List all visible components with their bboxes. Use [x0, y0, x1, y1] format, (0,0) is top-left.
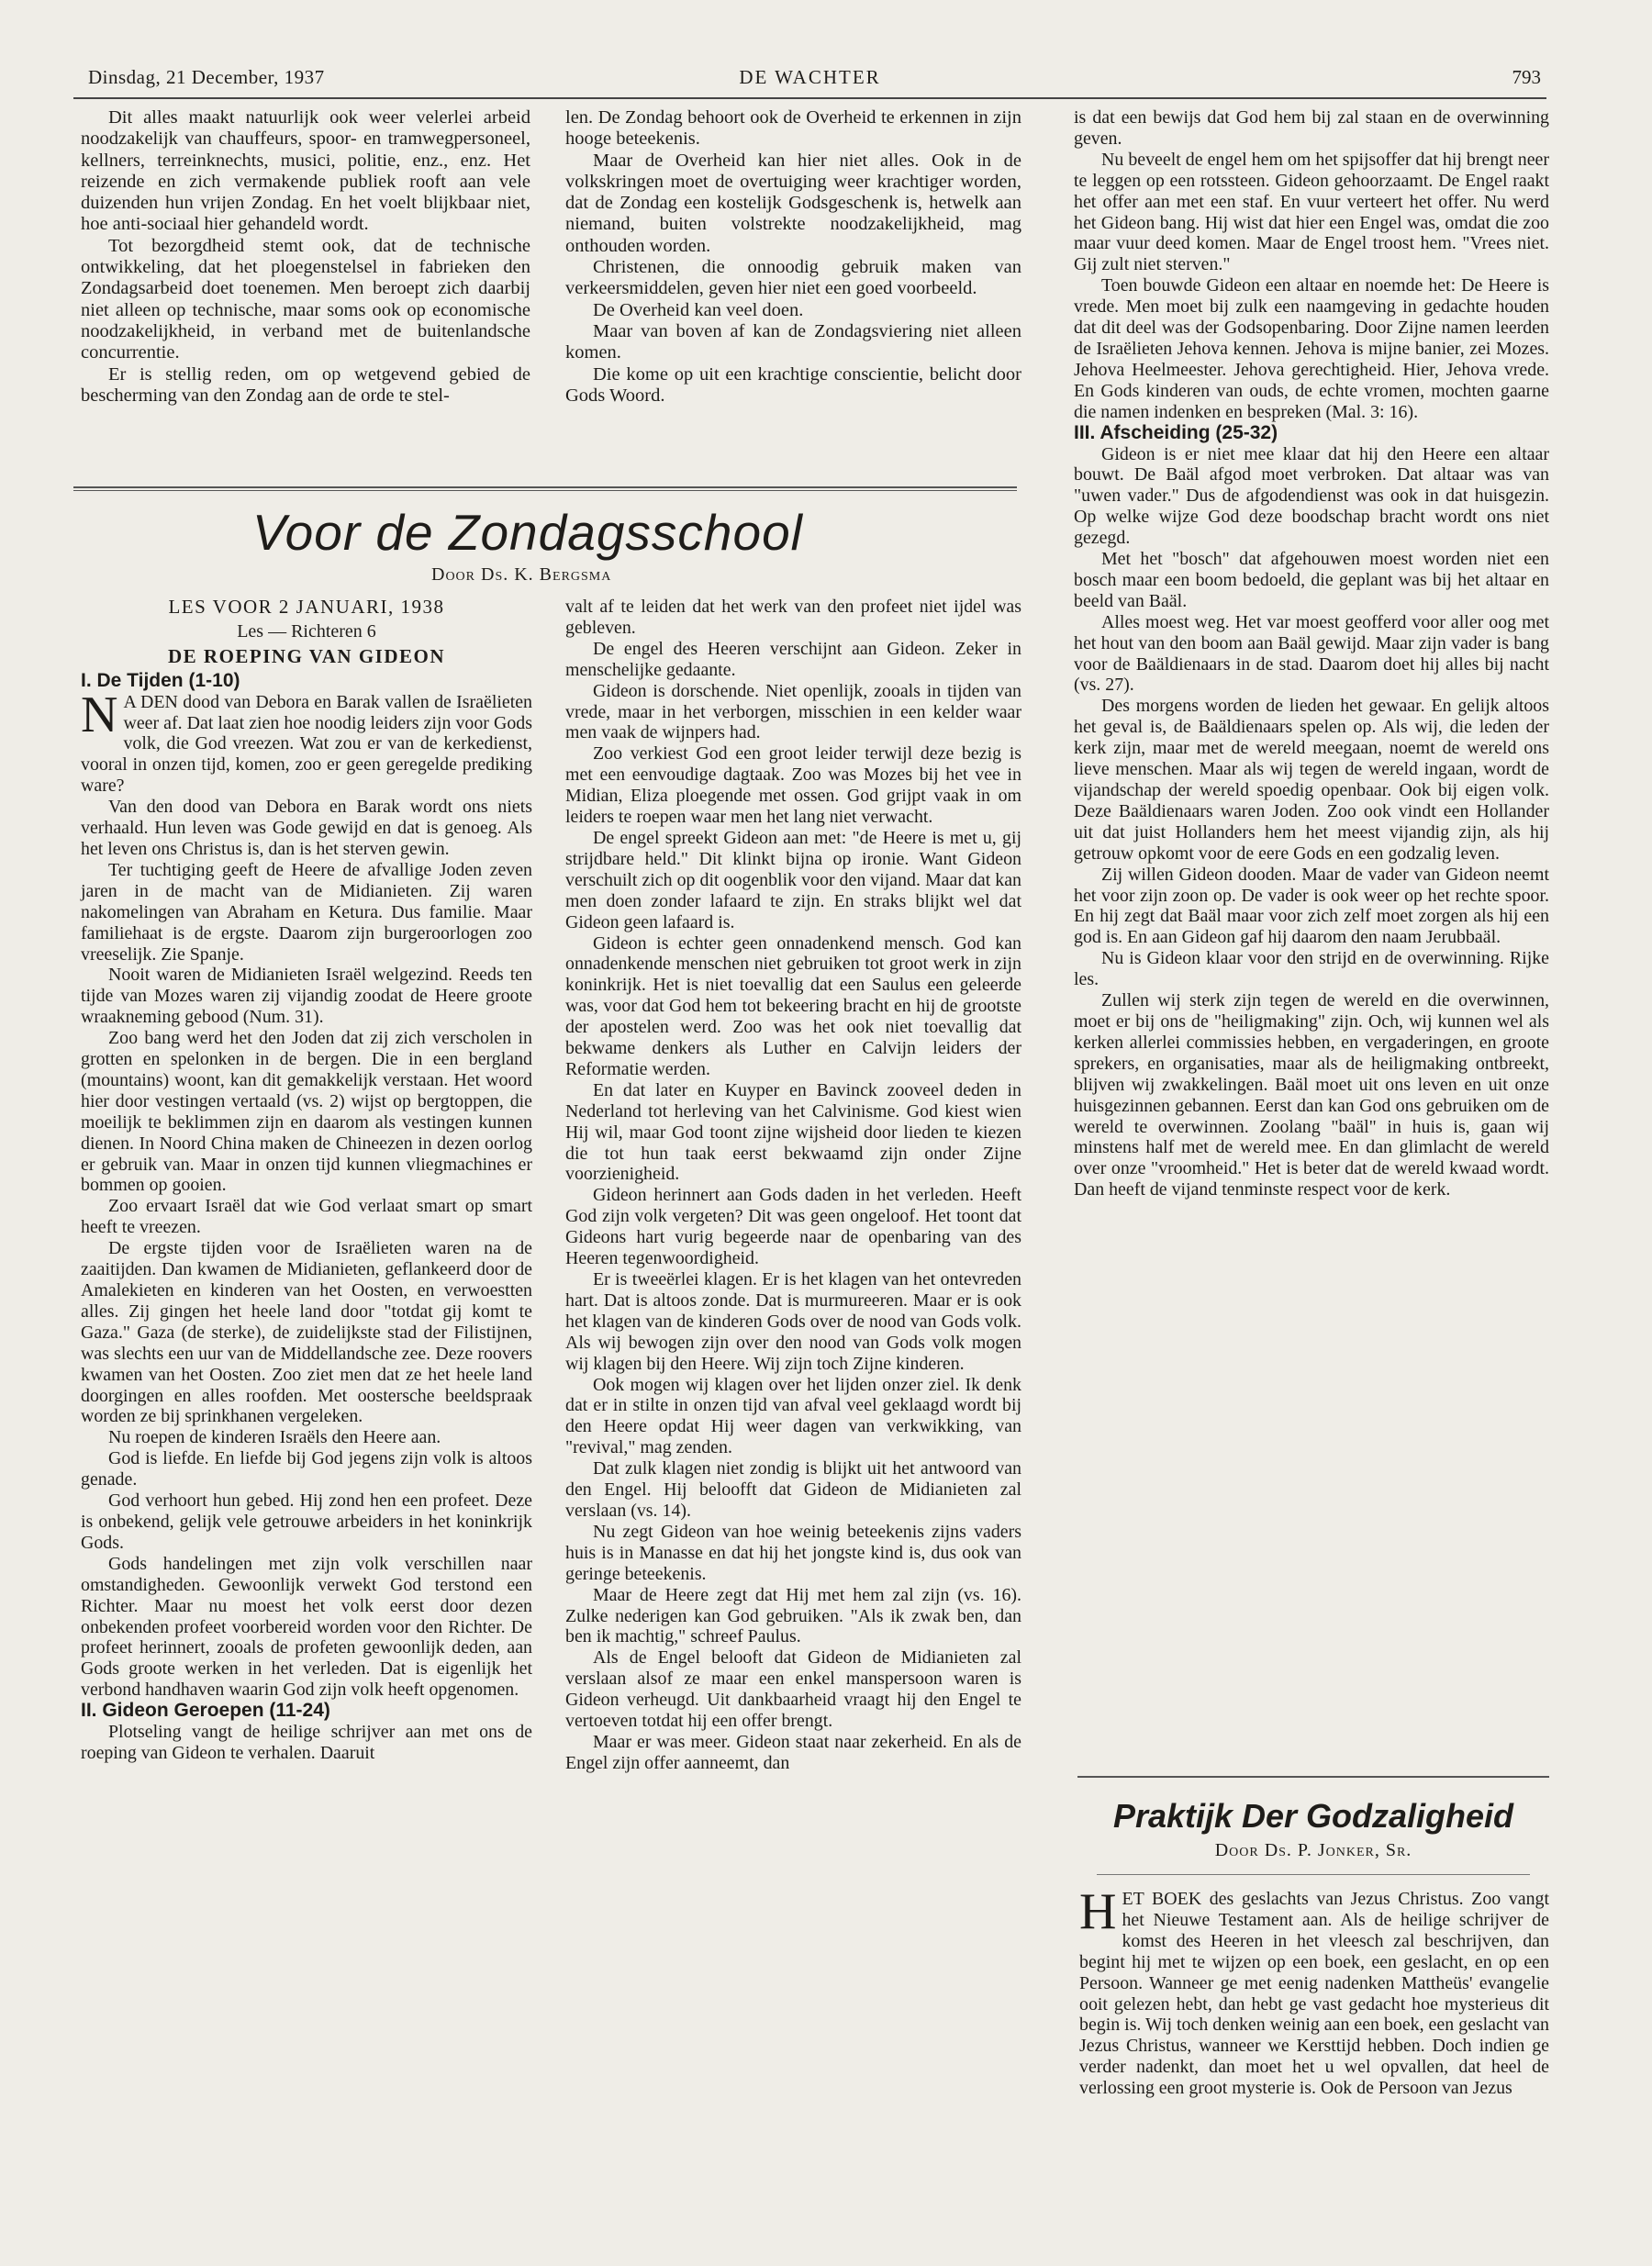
paragraph: Zij willen Gideon dooden. Maar de vader van Gideon neemt het voor zijn zoon op. De vader is ook weer op het rechte spoor. En hij zegt dat Baäl maar voor zich zelf moet zorgen als hij een god is. En aan Gideon gaf hij daarom den naam Jerubbaäl.	[1074, 864, 1549, 948]
paragraph: Gods handelingen met zijn volk verschillen naar omstandigheden. Gewoonlijk verwekt God terstond een Richter. Maar nu moest het volk eerst door dezen onbekenden profeet voorbereid worden voor den Richter. De profeet herinnert, zooals de profeten gewoonlijk deden, aan Gods groote werken in het verleden. Dat is eigenlijk het verbond handhaven waarin God zijn volk heeft opgenomen.	[81, 1553, 532, 1701]
paragraph: Die kome op uit een krachtige conscientie, belicht door Gods Woord.	[565, 363, 1021, 406]
header-paper-name: DE WACHTER	[739, 66, 881, 88]
paragraph: Maar de Overheid kan hier niet alles. Ook in de volkskringen moet de overtuiging weer krachtiger worden, dat de Zondag een kostelijk Godsgeschenk is, hetwelk aan niemand, buiten volstrekte noodzakelijkheid, mag onthouden worden.	[565, 150, 1021, 256]
paragraph: Ook mogen wij klagen over het lijden onzer ziel. Ik denk dat er in stilte in onzen tijd van afval veel geklaagd wordt bij den Heere opdat Hij weer dagen van verkwikking, van "revival," mag zenden.	[565, 1374, 1021, 1458]
paragraph: Nooit waren de Midianieten Israël welgezind. Reeds ten tijde van Mozes waren zij vijandig zoodat de Heere groote wraakneming gebood (Num. 31).	[81, 965, 532, 1028]
article-byline: Door Ds. K. Bergsma	[431, 564, 612, 585]
drop-cap: N	[81, 686, 118, 743]
article-column-1	[81, 597, 532, 1764]
paragraph: De engel des Heeren verschijnt aan Gideon. Zeker in menschelijke gedaante.	[565, 638, 1021, 680]
page-header	[73, 61, 1546, 99]
paragraph: Nu is Gideon klaar voor den strijd en de overwinning. Rijke les.	[1074, 948, 1549, 990]
paragraph: Tot bezorgdheid stemt ook, dat de technische ontwikkeling, dat het ploegenstelsel in fabrieken den Zondagsarbeid doet toenemen. Men beroept zich daarbij niet alleen op technische, maar soms ook op economische noodzakelijkheid, in verband met de buitenlandsche concurrentie.	[81, 235, 530, 363]
article-title: Voor de Zondagsschool	[252, 504, 803, 561]
paragraph: Des morgens worden de lieden het gewaar. En gelijk altoos het geval is, de Baäldienaars spelen op. Als wij, die leden der kerk zijn, maar met de wereld meegaan, noemt de wereld ons lieve menschen. Maar als wij tegen de wereld ingaan, wordt de vijandschap der wereld spoedig openbaar. Ook bij eigen volk. Deze Baäldienaars waren Joden. Zoo ook vindt een Hollander uit dat juist Hollanders hem het meest vijandig zijn, als hij getrouw opkomt voor de eere Gods en een godzalig leven.	[1074, 696, 1549, 864]
paragraph: Als de Engel belooft dat Gideon de Midianieten zal verslaan alsof ze maar een enkel manspersoon waren is Gideon verheugd. Uit dankbaarheid vraagt hij den Engel te vertoeven totdat hij een offer brengt.	[565, 1647, 1021, 1732]
paragraph: Toen bouwde Gideon een altaar en noemde het: De Heere is vrede. Men moet bij zulk een naamgeving in gedachte houden dat dit deel was der Godsopenbaring. Door Zijne namen leerden de Israëlieten Jehova kennen. Jehova is mijne banier, zei Mozes. Jehova Heelmeester. Jehova gerechtigheid. Hier, Jehova vrede. En Gods kinderen van ouds, de echte vromen, mochten gaarne die namen indenken en bespreken (Mal. 3: 16).	[1074, 275, 1549, 422]
paragraph: De ergste tijden voor de Israëlieten waren na de zaaitijden. Dan kwamen de Midianieten, geflankeerd door de Amalekieten en kinderen van het Oosten, en verwoestten alles. Zij gingen het heele land door "totdat gij komt te Gaza." Gaza (de sterke), de zuidelijkste stad der Filistijnen, was slechts een uur van de Middellandsche zee. Deze roovers kwamen van het Oosten. Zoo ziet men dat ze het heele land doorgingen en alles roofden. Met oostersche beeldspraak worden ze bij sprinkhanen vergeleken.	[81, 1238, 532, 1427]
paragraph: Ter tuchtiging geeft de Heere de afvallige Joden zeven jaren in de macht van de Midianieten. Zij waren nakomelingen van Abraham en Ketura. Dus familie. Maar familiehaat is de ergste. Daarom zijn burgeroorlogen zoo vreeselijk. Zie Spanje.	[81, 859, 532, 965]
paragraph: Maar van boven af kan de Zondagsviering niet alleen komen.	[565, 320, 1021, 363]
paragraph: Zoo ervaart Israël dat wie God verlaat smart op smart heeft te vreezen.	[81, 1196, 532, 1238]
paragraph: De Overheid kan veel doen.	[593, 299, 804, 320]
paragraph: Zullen wij sterk zijn tegen de wereld en die overwinnen, moet er bij ons de "heiligmaking" zijn. Och, wij kunnen wel als kerken allerlei commissies hebben, en vergaderingen, en groote sprekers, en organisaties, maar als de heiligmaking ontbreekt, blijven wij zwakkelingen. Baäl moet uit ons leven en uit onze huisgezinnen gebannen. Eerst dan kan God ons gebruiken om de wereld te overwinnen. Zoolang "baäl" in huis is, gaan wij minstens half met de wereld mee. En dan glimlacht de wereld over onze "vroomheid." Het is beter dat de wereld kwaad wordt. Dan heeft de vijand tenminste respect voor de kerk.	[1074, 990, 1549, 1200]
article2-body	[1079, 1883, 1549, 2099]
paragraph: Gideon is er niet mee klaar dat hij den Heere een altaar bouwt. De Baäl afgod moet verbroken. Dat altaar was van "uwen vader." Dus de afgodendienst was ook in dat huisgezin. Op welke wijze God deze boodschap bracht wordt ons niet gezegd.	[1074, 443, 1549, 549]
paragraph: En dat later en Kuyper en Bavinck zooveel deden in Nederland tot herleving van het Calvinisme. God kiest wien Hij wil, maar God toont zijne wijsheid door lieden te kiezen die tot hun taak eerst bekwaamd zijn onder Zijne voorzienigheid.	[565, 1079, 1021, 1185]
paragraph: Van den dood van Debora en Barak wordt ons niets verhaald. Hun leven was Gode gewijd en dat is genoeg. Als het leven ons Christus is, dan is het sterven gewin.	[81, 797, 532, 859]
paragraph: Gideon is echter geen onnadenkend mensch. God kan onnadenkende menschen niet gebruiken tot groot werk in zijn koninkrijk. Het is niet toevallig dat een Saulus een geleerde was, voor dat God hem tot bekeering bracht en hij de grootste der apostelen werd. Zoo was het ook niet toevallig dat bekwame denkers als Luther en Calvijn leiders der Reformatie werden.	[565, 932, 1021, 1079]
article2-title: Praktijk Der Godzaligheid	[1112, 1797, 1514, 1835]
article-column-2	[565, 597, 1021, 1774]
paragraph: Dit alles maakt natuurlijk ook weer velerlei arbeid noodzakelijk van chauffeurs, spoor- en tramwegpersoneel, kellners, terreinknechts, musici, politie, enz., enz. Het reizende en zich vermakende publiek rooft aan vele duizenden hun vrijen Zondag. En het voelt blijkbaar niet, hoe anti-sociaal hier gehandeld wordt.	[81, 107, 530, 235]
top-column-1	[81, 107, 530, 407]
paragraph: Maar er was meer. Gideon staat naar zekerheid. En als de Engel zijn offer aanneemt, dan	[565, 1731, 1021, 1773]
paragraph: Christenen, die onnoodig gebruik maken van verkeersmiddelen, geven hier niet een goed voorbeeld.	[565, 257, 1021, 299]
paragraph: Er is stellig reden, om op wetgevend gebied de bescherming van den Zondag aan de orde te stel-	[81, 363, 530, 406]
section-divider	[1077, 1776, 1549, 1778]
paragraph: ET BOEK des geslachts van Jezus Christus. Zoo vangt het Nieuwe Testament aan. Als de heilige schrijver de komst des Heeren in het vleesch zal beschrijven, dan begint hij met te wijzen op een boek, een geslacht, en op een Persoon. Wanneer ge met eenig nadenken Mattheüs' evangelie ooit gelezen hebt, dan hebt ge vast gedacht hoe mysterieus dit begin is. Wij toch denken weinig aan een boek, een geslacht van Jezus Christus, wanneer we Kersttijd hebben. Doch indien ge verder nadenkt, dan moet het u wel opvallen, dat heel de verlossing een groot mysterie is. Ook de Persoon van Jezus	[1079, 1889, 1549, 2099]
paragraph: God is liefde. En liefde bij God jegens zijn volk is altoos genade.	[81, 1448, 532, 1490]
paragraph: valt af te leiden dat het werk van den profeet niet ijdel was gebleven.	[565, 597, 1021, 638]
paragraph: Zoo verkiest God een groot leider terwijl deze bezig is met een eenvoudige dagtaak. Zoo was Mozes bij het vee in Midian, Eliza ploegende met ossen. God grijpt vaak in om leiders te roepen waar men het lang niet verwacht.	[565, 743, 1021, 828]
paragraph: De engel spreekt Gideon aan met: "de Heere is met u, gij strijdbare held." Dit klinkt bijna op ironie. Want Gideon verschuilt zich op dit oogenblik voor den vijand. Maar dat kan men doen zonder lafaard te zijn. En straks blijkt wel dat Gideon geen lafaard is.	[565, 827, 1021, 932]
drop-cap: H	[1079, 1883, 1117, 1940]
paragraph: Gideon herinnert aan Gods daden in het verleden. Heeft God zijn volk vergeten? Dit was geen ongeloof. Het toont dat Gideons hart vurig begeerde naar de openbaring van des Heeren tegenwoordigheid.	[565, 1185, 1021, 1269]
lesson-subject: DE ROEPING VAN GIDEON	[167, 644, 446, 667]
paragraph: is dat een bewijs dat God hem bij zal staan en de overwinning geven.	[1074, 107, 1549, 149]
paragraph: Nu beveelt de engel hem om het spijsoffer dat hij brengt neer te leggen op een rotssteen. Gideon gehoorzaamt. De Engel raakt het offer aan met een staf. En vuur verteert het offer. Nu werd het Gideon bang. Hij wist dat hier een Engel was, omdat die zoo maar vuur deed komen. Maar de Engel troost hem. "Vrees niet. Gij zult niet sterven."	[1074, 149, 1549, 275]
paragraph: Gideon is dorschende. Niet openlijk, zooals in tijden van vrede, maar in het verborgen, misschien in een kelder waar men vaak de wijnpers had.	[565, 680, 1021, 743]
header-date: Dinsdag, 21 December, 1937	[88, 66, 325, 88]
paragraph: Zoo bang werd het den Joden dat zij zich verscholen in grotten en spelonken in de bergen. Die in een bergland (mountains) woont, kan dit gemakkelijk verstaan. Het woord hier door vestingen vertaald (vs. 2) wijst op bergtoppen, die moeilijk te beklimmen zijn en daarom als vestingen kunnen dienen. In Noord China maken de Chineezen in dezen oorlog er gebruik van. Maar in onzen tijd kunnen vliegmachines er bommen op gooien.	[81, 1028, 532, 1196]
article2-byline: Door Ds. P. Jonker, Sr.	[1214, 1840, 1412, 1860]
paragraph: God verhoort hun gebed. Hij zond hen een profeet. Deze is onbekend, gelijk vele getrouwe arbeiders in het koninkrijk Gods.	[81, 1490, 532, 1553]
section-divider	[73, 486, 1017, 491]
lesson-heading: LES VOOR 2 JANUARI, 1938	[168, 596, 445, 618]
paragraph: Alles moest weg. Het var moest geofferd voor aller oog met het hout van den boom aan Baäl gewijd. Maar zijn vader is bang voor de Baäldienaars in de stad. Daarom doet hij alles bij nacht (vs. 27).	[1074, 611, 1549, 696]
article-column-3	[1074, 107, 1549, 1200]
section-heading: I. De Tijden (1-10)	[81, 669, 240, 691]
paragraph: Nu zegt Gideon van hoe weinig beteekenis zijns vaders huis is in Manasse en dat hij het jongste kind is, dus ook van geringe beteekenis.	[565, 1521, 1021, 1584]
paragraph: len. De Zondag behoort ook de Overheid te erkennen in zijn hooge beteekenis.	[565, 107, 1021, 150]
paragraph: A DEN dood van Debora en Barak vallen de Israëlieten weer af. Dat laat zien hoe noodig leiders zijn voor Gods volk, die God vreezen. Wat zou er van de kerkedienst, vooral in onzen tijd, komen, zoo er geen geregelde prediking ware?	[81, 691, 532, 797]
paragraph: Nu roepen de kinderen Israëls den Heere aan.	[108, 1427, 441, 1448]
section-heading: II. Gideon Geroepen (11-24)	[81, 1700, 330, 1722]
paragraph: Dat zulk klagen niet zondig is blijkt uit het antwoord van den Engel. Hij beloofft dat Gideon de Midianieten zal verslaan (vs. 14).	[565, 1458, 1021, 1521]
top-column-2	[565, 107, 1021, 407]
header-page-number: 793	[1512, 66, 1541, 88]
section-heading: III. Afscheiding (25-32)	[1074, 421, 1278, 443]
paragraph: Plotseling vangt de heilige schrijver aan met ons de roeping van Gideon te verhalen. Daaruit	[81, 1722, 532, 1763]
paragraph: Maar de Heere zegt dat Hij met hem zal zijn (vs. 16). Zulke nederigen kan God gebruiken. "Als ik zwak ben, dan ben ik machtig," schreef Paulus.	[565, 1584, 1021, 1647]
paragraph: Er is tweeërlei klagen. Er is het klagen van het ontevreden hart. Dat is altoos zonde. Dat is murmureeren. Maar er is ook het klagen van de kinderen Gods over de nood van Gods volk. Als wij bewogen zijn over den nood van Gods volk mogen wij klagen bij den Heere. Wij zijn toch Zijne kinderen.	[565, 1269, 1021, 1374]
paragraph: Met het "bosch" dat afgehouwen moest worden niet een bosch maar een boom bedoeld, die geplant was bij het altaar en beeld van Baäl.	[1074, 549, 1549, 611]
lesson-reading: Les — Richteren 6	[237, 620, 376, 642]
byline-divider	[1097, 1874, 1530, 1875]
